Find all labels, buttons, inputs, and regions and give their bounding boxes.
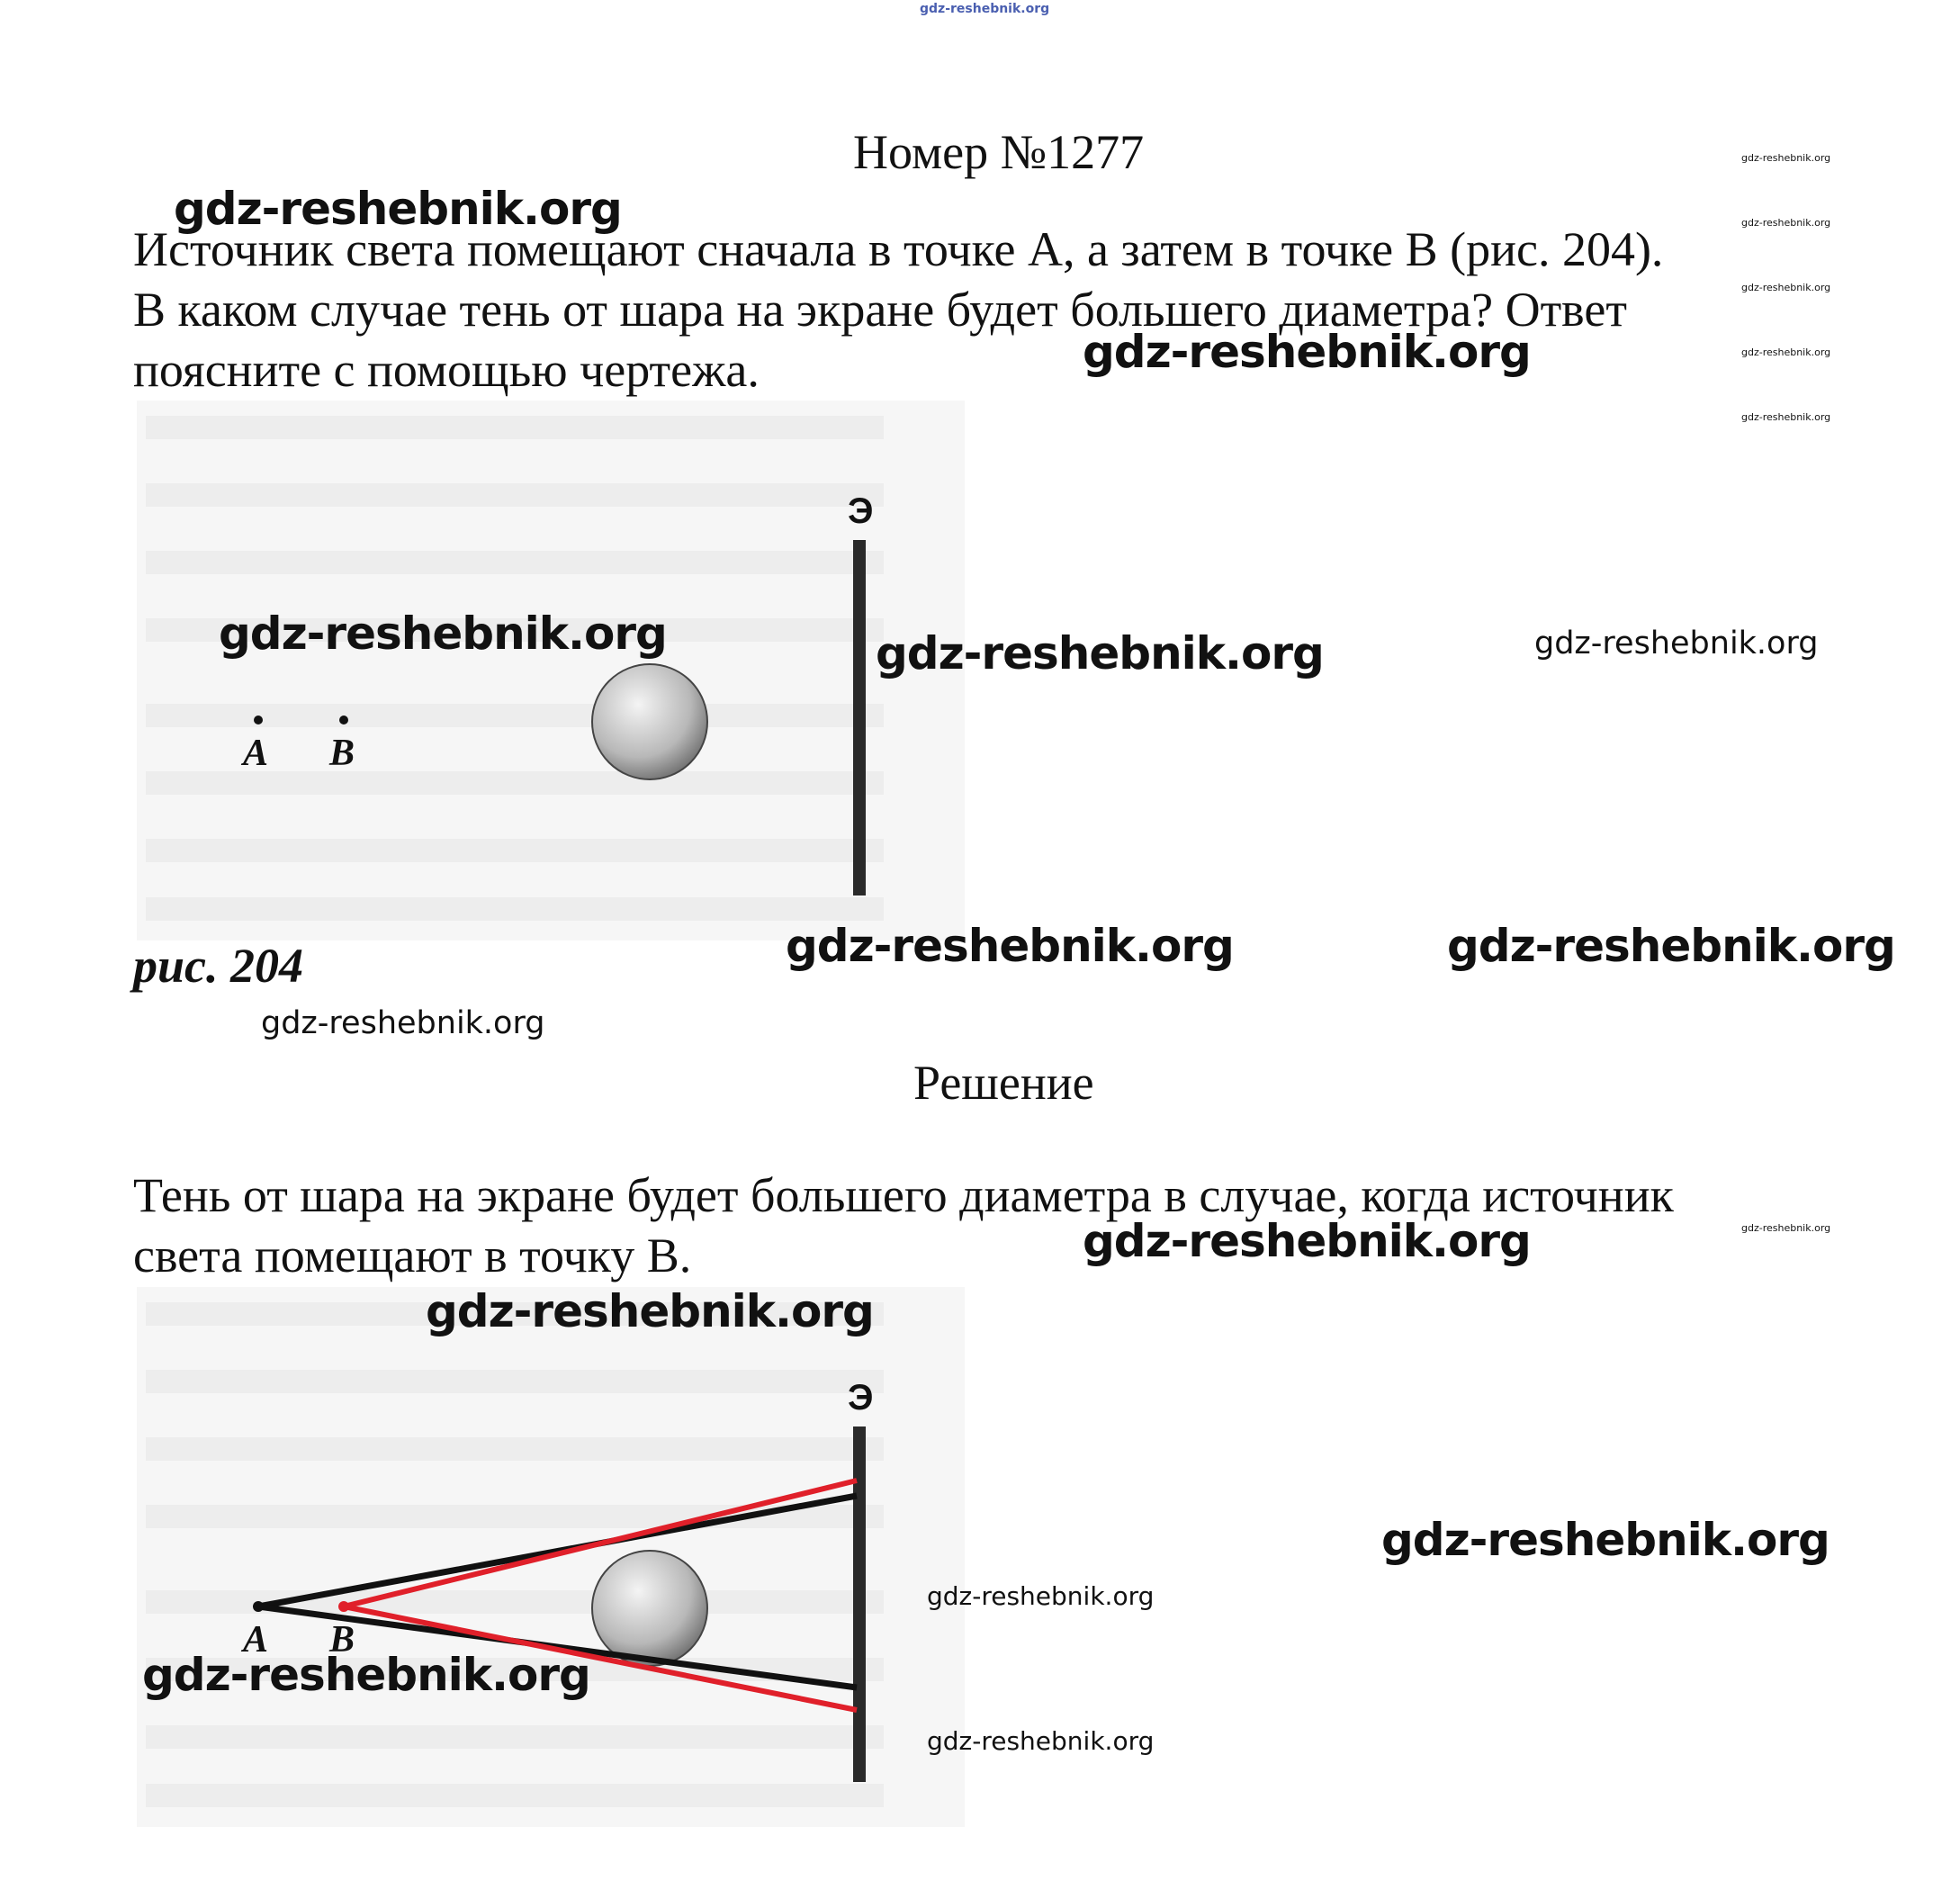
solution-line-2: света помещают в точку В.: [133, 1228, 692, 1282]
watermark: gdz-reshebnik.org: [1083, 1215, 1531, 1267]
solution-title: Решение: [913, 1056, 1094, 1110]
watermark: gdz-reshebnik.org: [261, 1005, 545, 1041]
problem-text: [133, 220, 1879, 400]
watermark-small: gdz-reshebnik.org: [1741, 1222, 1831, 1234]
watermark: gdz-reshebnik.org: [426, 1285, 874, 1337]
watermark: gdz-reshebnik.org: [1083, 326, 1531, 378]
problem-line-3: поясните с помощью чертежа.: [133, 343, 760, 397]
solution-figure: [137, 1287, 965, 1827]
problem-title: Номер №1277: [853, 125, 1145, 179]
watermark: gdz-reshebnik.org: [142, 1649, 590, 1701]
point-b-label: B: [329, 1619, 355, 1660]
ball: [592, 1551, 707, 1666]
screen-label: Э: [848, 1378, 874, 1418]
watermark-small: gdz-reshebnik.org: [1741, 217, 1831, 229]
watermark: gdz-reshebnik.org: [927, 1726, 1155, 1756]
screen-label: Э: [848, 491, 874, 531]
point-b-dot: [338, 1601, 349, 1612]
figure-caption: рис. 204: [133, 939, 303, 993]
watermark-small: gdz-reshebnik.org: [1741, 411, 1831, 423]
point-a-dot: [254, 716, 263, 724]
watermark: gdz-reshebnik.org: [786, 920, 1234, 972]
solution-line-1: Тень от шара на экране будет большего диаметра в случае, когда источник: [133, 1168, 1674, 1222]
screen-bar: [853, 540, 866, 896]
ball: [592, 664, 707, 779]
watermark-small: gdz-reshebnik.org: [1741, 346, 1831, 358]
figure-204: [137, 400, 965, 940]
point-b-dot: [339, 716, 348, 724]
watermark: gdz-reshebnik.org: [1534, 626, 1819, 662]
point-a-dot: [253, 1601, 264, 1612]
watermark: gdz-reshebnik.org: [174, 183, 622, 235]
problem-line-1: Источник света помещают сначала в точке А, а затем в точке В (рис. 204).: [133, 222, 1664, 276]
watermark: gdz-reshebnik.org: [927, 1581, 1155, 1611]
watermark: gdz-reshebnik.org: [219, 608, 667, 660]
problem-line-2: В каком случае тень от шара на экране будет большего диаметра? Ответ: [133, 283, 1627, 337]
solution-text: [133, 1166, 1915, 1286]
watermark: gdz-reshebnik.org: [1447, 920, 1895, 972]
point-a-label: A: [243, 1619, 269, 1660]
watermark: gdz-reshebnik.org: [1381, 1514, 1830, 1566]
watermark: gdz-reshebnik.org: [876, 627, 1324, 680]
top-watermark: gdz-reshebnik.org: [920, 2, 1050, 16]
watermark-small: gdz-reshebnik.org: [1741, 282, 1831, 293]
point-b-label: B: [329, 733, 355, 774]
watermark-small: gdz-reshebnik.org: [1741, 152, 1831, 164]
point-a-label: A: [243, 733, 269, 774]
